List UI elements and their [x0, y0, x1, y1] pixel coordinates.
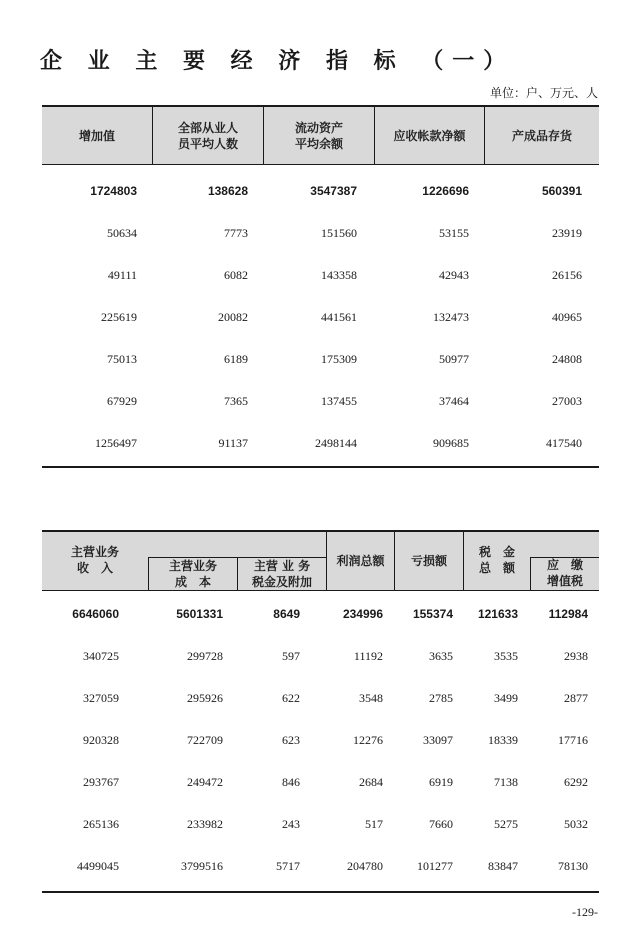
table-cell: 132473 — [433, 310, 469, 324]
table-cell: 517 — [365, 817, 383, 831]
table-cell: 1226696 — [422, 184, 469, 198]
unit-label: 单位：户、万元、人 — [489, 86, 598, 100]
table-cell: 846 — [282, 775, 300, 789]
table-cell: 225619 — [101, 310, 137, 324]
table-cell: 622 — [282, 691, 300, 705]
table-cell: 121633 — [477, 607, 518, 621]
table-2-header-cell: 亏损额 — [410, 554, 447, 568]
table-cell: 243 — [282, 817, 300, 831]
table-cell: 293767 — [83, 775, 119, 789]
table-cell: 2684 — [359, 775, 383, 789]
table-cell: 340725 — [83, 649, 119, 663]
table-1-header-cell: 应收帐款净额 — [393, 128, 466, 143]
table-cell: 26156 — [552, 268, 582, 282]
table-cell: 23919 — [552, 226, 582, 240]
table-1-bottom-rule — [42, 466, 599, 468]
table-cell: 42943 — [439, 268, 469, 282]
table-cell: 5601331 — [176, 607, 223, 621]
table-cell: 233982 — [187, 817, 223, 831]
table-cell: 417540 — [546, 436, 582, 450]
table-cell: 101277 — [417, 859, 453, 873]
table-cell: 24808 — [552, 352, 582, 366]
table-cell: 6919 — [429, 775, 453, 789]
table-cell: 5032 — [564, 817, 588, 831]
table-cell: 138628 — [207, 184, 248, 198]
table-2-subheader-cell: 主营业务 成 本 — [168, 559, 217, 589]
table-cell: 3548 — [359, 691, 383, 705]
table-1-header-cell: 流动资产 平均余额 — [294, 120, 343, 151]
table-cell: 12276 — [353, 733, 383, 747]
table-2-header-cell: 应 缴 增值税 — [546, 558, 583, 588]
table-cell: 5717 — [276, 859, 300, 873]
table-cell: 295926 — [187, 691, 223, 705]
table-cell: 6189 — [224, 352, 248, 366]
table-cell: 175309 — [321, 352, 357, 366]
table-cell: 722709 — [187, 733, 223, 747]
table-cell: 155374 — [412, 607, 453, 621]
table-cell: 4499045 — [77, 859, 119, 873]
table-cell: 91137 — [218, 436, 248, 450]
table-2-top-rule — [42, 530, 599, 532]
table-cell: 265136 — [83, 817, 119, 831]
table-cell: 3535 — [494, 649, 518, 663]
table-cell: 2785 — [429, 691, 453, 705]
table-1-header-cell: 增加值 — [78, 128, 115, 143]
table-2-header-cell: 税 金 总 额 — [478, 545, 515, 575]
table-cell: 20082 — [218, 310, 248, 324]
table-cell: 1724803 — [90, 184, 137, 198]
table-2-header-rule — [42, 590, 599, 591]
table-cell: 67929 — [107, 394, 137, 408]
table-2-subheader-cell: 主营 业 务 税金及附加 — [251, 559, 312, 589]
table-cell: 78130 — [558, 859, 588, 873]
table-cell: 597 — [282, 649, 300, 663]
table-cell: 3799516 — [181, 859, 223, 873]
table-cell: 3547387 — [310, 184, 357, 198]
table-cell: 11192 — [353, 649, 383, 663]
table-1-header-cell: 全部从业人 员平均人数 — [177, 120, 238, 151]
table-cell: 112984 — [548, 607, 588, 621]
table-cell: 40965 — [552, 310, 582, 324]
table-cell: 8649 — [273, 607, 300, 621]
table-1-header-rule — [42, 164, 599, 165]
table-cell: 299728 — [187, 649, 223, 663]
table-cell: 2498144 — [315, 436, 357, 450]
table-cell: 6646060 — [72, 607, 119, 621]
table-cell: 920328 — [83, 733, 119, 747]
table-cell: 37464 — [439, 394, 469, 408]
table-cell: 5275 — [494, 817, 518, 831]
table-cell: 18339 — [488, 733, 518, 747]
table-cell: 623 — [282, 733, 300, 747]
table-2-bottom-rule — [42, 891, 599, 893]
table-cell: 909685 — [433, 436, 469, 450]
table-cell: 441561 — [321, 310, 357, 324]
table-2-group-header: 主营业务 收 入 — [70, 545, 119, 575]
table-cell: 560391 — [541, 184, 582, 198]
table-cell: 83847 — [488, 859, 518, 873]
table-cell: 49111 — [107, 268, 137, 282]
table-cell: 27003 — [552, 394, 582, 408]
table-2-header-cell: 利润总额 — [336, 554, 385, 568]
table-cell: 137455 — [321, 394, 357, 408]
table-cell: 6292 — [564, 775, 588, 789]
page-title: 企 业 主 要 经 济 指 标 （一） — [40, 49, 515, 74]
table-cell: 33097 — [423, 733, 453, 747]
table-cell: 17716 — [558, 733, 588, 747]
table-cell: 7660 — [429, 817, 453, 831]
table-cell: 50634 — [107, 226, 137, 240]
table-cell: 7138 — [494, 775, 518, 789]
table-cell: 75013 — [107, 352, 137, 366]
page-number: -129- — [572, 905, 598, 919]
table-cell: 53155 — [439, 226, 469, 240]
table-cell: 1256497 — [95, 436, 137, 450]
table-cell: 2938 — [564, 649, 588, 663]
table-cell: 234996 — [342, 607, 383, 621]
table-cell: 204780 — [347, 859, 383, 873]
table-cell: 151560 — [321, 226, 357, 240]
table-1-header-cell: 产成品存货 — [511, 128, 572, 143]
table-cell: 249472 — [187, 775, 223, 789]
table-cell: 327059 — [83, 691, 119, 705]
table-cell: 7365 — [224, 394, 248, 408]
table-cell: 143358 — [321, 268, 357, 282]
table-cell: 7773 — [224, 226, 248, 240]
table-cell: 3635 — [429, 649, 453, 663]
table-cell: 50977 — [439, 352, 469, 366]
table-cell: 6082 — [224, 268, 248, 282]
table-cell: 3499 — [494, 691, 518, 705]
table-cell: 2877 — [564, 691, 588, 705]
